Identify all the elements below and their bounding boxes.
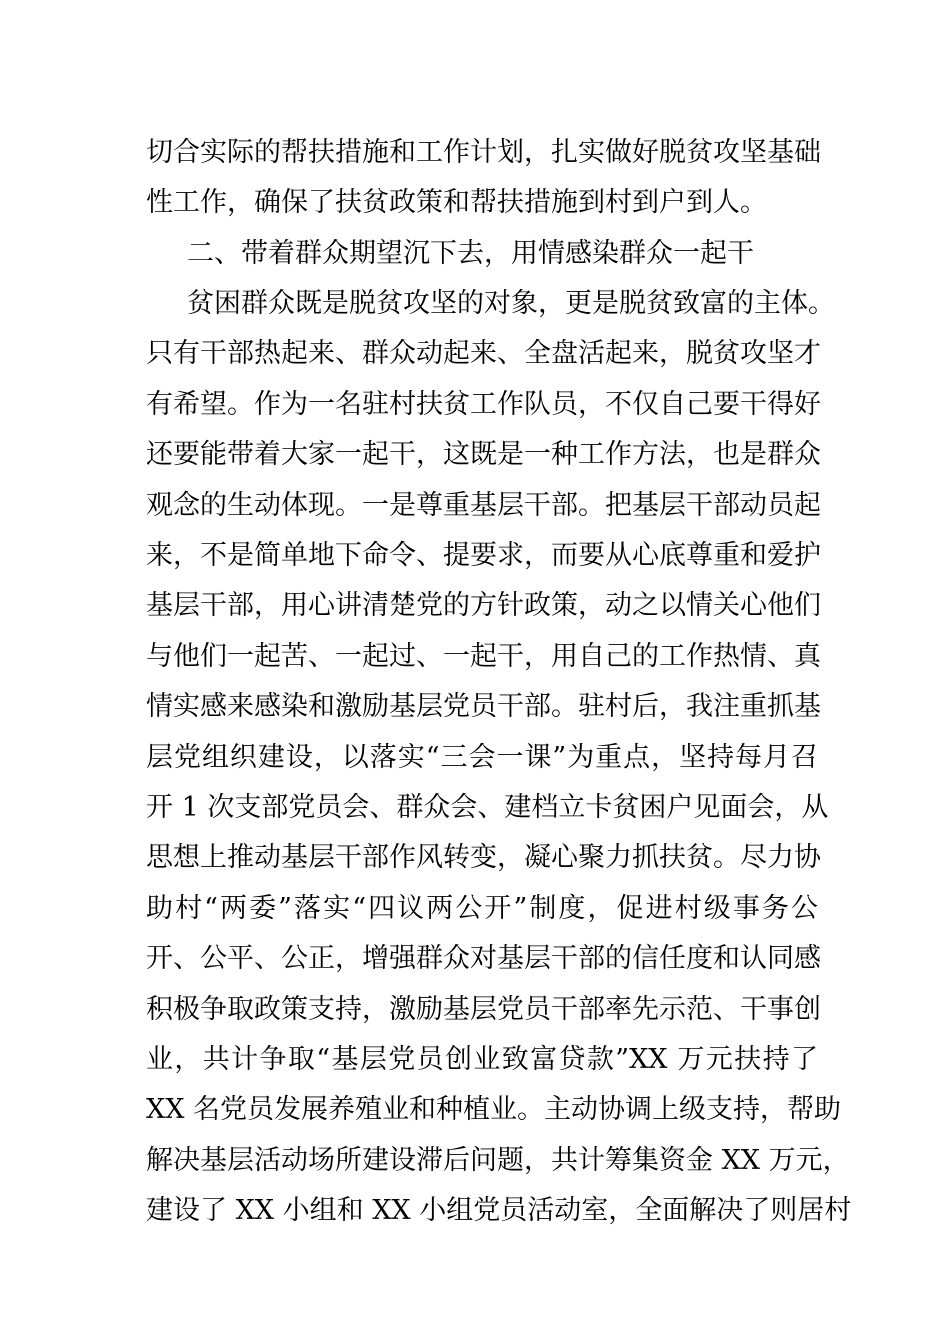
text-line: 基层干部，用心讲清楚党的方针政策，动之以情关心他们 xyxy=(146,590,821,621)
text-line: 助村“两委”落实“四议两公开”制度，促进村级事务公 xyxy=(146,893,818,924)
paragraph-first-line: 贫困群众既是脱贫攻坚的对象，更是脱贫致富的主体。 xyxy=(187,288,835,319)
text-line: 建设了 XX 小组和 XX 小组党员活动室，全面解决了则居村 xyxy=(146,1195,852,1226)
text-line: 开 1 次支部党员会、群众会、建档立卡贫困户见面会，从 xyxy=(146,792,829,823)
text-line: 还要能带着大家一起干，这既是一种工作方法，也是群众 xyxy=(146,439,821,470)
text-line: 思想上推动基层干部作风转变，凝心聚力抓扶贫。尽力协 xyxy=(146,842,821,873)
text-line: 积极争取政策支持，激励基层党员干部率先示范、干事创 xyxy=(146,994,821,1025)
text-line: 性工作，确保了扶贫政策和帮扶措施到村到户到人。 xyxy=(146,187,767,218)
text-line: 业，共计争取“基层党员创业致富贷款”XX 万元扶持了 xyxy=(146,1044,818,1075)
text-line: 情实感来感染和激励基层党员干部。驻村后，我注重抓基 xyxy=(146,691,821,722)
text-line: XX 名党员发展养殖业和种植业。主动协调上级支持，帮助 xyxy=(146,1094,842,1125)
text-line: 观念的生动体现。一是尊重基层干部。把基层干部动员起 xyxy=(146,490,821,521)
text-line: 切合实际的帮扶措施和工作计划，扎实做好脱贫攻坚基础 xyxy=(146,137,821,168)
text-line: 有希望。作为一名驻村扶贫工作队员，不仅自己要干得好 xyxy=(146,389,821,420)
text-line: 解决基层活动场所建设滞后问题，共计筹集资金 XX 万元， xyxy=(146,1145,850,1176)
text-line: 层党组织建设，以落实“三会一课”为重点，坚持每月召 xyxy=(146,742,818,773)
text-line: 开、公平、公正，增强群众对基层干部的信任度和认同感 xyxy=(146,943,821,974)
text-line: 来，不是简单地下命令、提要求，而要从心底尊重和爱护 xyxy=(146,540,821,571)
section-heading: 二、带着群众期望沉下去，用情感染群众一起干 xyxy=(187,238,754,269)
text-line: 只有干部热起来、群众动起来、全盘活起来，脱贫攻坚才 xyxy=(146,338,821,369)
text-line: 与他们一起苦、一起过、一起干，用自己的工作热情、真 xyxy=(146,641,821,672)
